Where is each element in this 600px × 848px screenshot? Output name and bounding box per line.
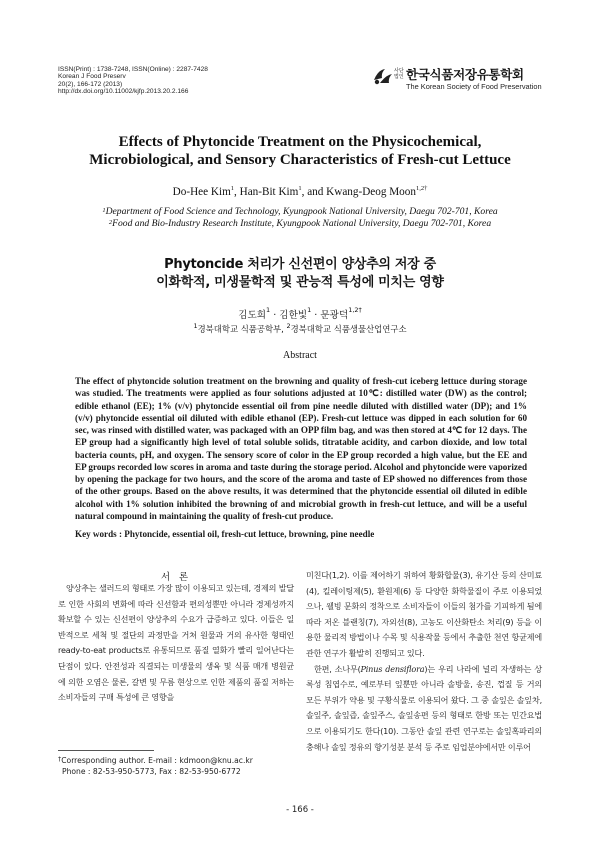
keywords	[75, 529, 527, 539]
corresponding-author-email: Corresponding author. E-mail : kdmoon@knu.ac.kr	[61, 756, 253, 765]
keywords-text: Phytoncide, essential oil, fresh-cut lettuce, browning, pine needle	[124, 529, 375, 539]
journal-abbrev: Korean J Food Preserv	[58, 73, 126, 81]
right-column-paragraph-1: 미친다(1,2). 이를 제어하기 위하여 황화합물(3), 유기산 등의 산미료(4), 킬레이팅제(5), 환원제(6) 등 다양한 화학물질이 주로 이용되었으나, 웰빙 문화의 정착으로 소비자들이 이들의 첨가를 기피하게 됨에 따라 저온 블랜칭(7), 자외선(8), 고농도 이산화탄소 처리(9) 등을 이용한 물리적 방법이나 수목 및 식용작물 등에서 추출한 천연 항균제에 관한 연구가 활발히 진행되고 있다.	[306, 570, 542, 658]
right-column	[306, 568, 542, 755]
doi-link[interactable]: http://dx.doi.org/10.11002/kjfp.2013.20.2.166	[58, 88, 189, 96]
society-english-name: The Korean Society of Food Preservation	[406, 82, 542, 91]
paper-title	[40, 133, 560, 169]
title-line-1: Effects of Phytoncide Treatment on the Physicochemical,	[118, 134, 482, 150]
affiliation-2: $^2$Food and Bio-Industry Research Institute, Kyungpook National University, Daegu 702-701, Korea	[108, 218, 492, 229]
author-1: Do-Hee Kim	[172, 186, 231, 198]
journal-metadata	[58, 66, 208, 96]
korean-title	[40, 256, 560, 292]
korean-title-line-2: 이화학적, 미생물학적 및 관능적 특성에 미치는 영향	[156, 275, 444, 290]
title-line-2: Microbiological, and Sensory Characteristics of Fresh-cut Lettuce	[89, 152, 511, 168]
left-column-text: 양상추는 샐러드의 형태로 가장 많이 이용되고 있는데, 경제의 발달로 인한 사회의 변화에 따라 신선함과 편의성뿐만 아니라 경제성까지 확보할 수 있는 신선편이 양상추의 수요가 급증하고 있다. 이들은 일반적으로 세척 및 절단의 과정만을 거쳐 원물과 거의 유사한 형태인 ready-to-eat products로 유통되므로 품질 열화가 빨리 일어난다는 단점이 있다. 안전성과 직결되는 미생물의 생육 및 식품 매개 병원균에 의한 오염은 물론, 갈변 및 무름 현상으로 인한 제품의 품질 저하는 소비자들의 구매 특성에 큰 영향을	[58, 583, 294, 703]
corresponding-author-phone: Phone : 82-53-950-5773, Fax : 82-53-950-6772	[62, 767, 241, 776]
society-type-label: 사단 법인	[394, 68, 404, 80]
author-list: Do-Hee Kim$^1$, Han-Bit Kim$^1$, and Kwang-Deog Moon$^{1,2\dagger}$	[172, 185, 428, 198]
korean-title-line-1: Phytoncide 처리가 신선편이 양상추의 저장 중	[164, 257, 436, 272]
abstract-body: The effect of phytoncide solution treatment on the browning and quality of fresh-cut iceberg lettuce during storage was studied. The treatments were applied as four solutions adjusted at 10℃: distilled water (DW) as the control; edible ethanol (EE); 1% (v/v) phytoncide essential oil from pine needle diluted with distilled water (DP); and 1% (v/v) phytoncide essential oil diluted with edible ethanol (EP). Fresh-cut lettuce was dipped in each solution for 60 sec, was rinsed with distilled water, was packaged with an OPP film bag, and was then stored at 4℃ for 12 days. The EP group had a significantly high level of total soluble solids, titratable acidity, and carbon dioxide, and low total bacteria counts, pH, and oxygen. The sensory score of color in the EP group recorded a high value, but the EE and EP groups recorded low scores in aroma and taste during the storage period. Alcohol and phytoncide were vaporized by opening the package for two hours, and the score of the aroma and taste of EP showed no differences from those of the other groups. Based on the above results, it was determined that the phytoncide essential oil diluted in edible alcohol with 1% solution inhibited the browning of and microbial growth in fresh-cut lettuce, and will be a useful natural compound in maintaining the quality of fresh-cut produce.	[75, 376, 527, 521]
society-emblem-icon	[372, 66, 394, 86]
author-3: Kwang-Deog Moon	[326, 186, 416, 198]
affiliation-1: $^1$Department of Food Science and Technology, Kyungpook National University, Daegu 702-701, Korea	[102, 206, 498, 217]
issn-line: ISSN(Print) : 1738-7248, ISSN(Online) : 2287-7428	[58, 66, 208, 73]
corresponding-author-footnote: †Corresponding author. E-mail : kdmoon@knu.ac.kr Phone : 82-53-950-5773, Fax : 82-53-950-6772	[58, 755, 253, 776]
author-2: Han-Bit Kim	[239, 186, 299, 198]
page-number: - 166 -	[286, 805, 314, 815]
abstract-heading: Abstract	[283, 350, 317, 361]
korean-affiliation: $^1$경북대학교 식품공학부, $^2$경북대학교 식품생물산업연구소	[193, 322, 407, 334]
korean-author-list: 김도희$^1$ · 김한빛$^1$ · 문광덕$^{1,2\dagger}$	[238, 306, 362, 321]
footnote-divider	[58, 750, 154, 751]
society-logo-block	[372, 62, 564, 94]
section-heading-introduction: 서 론	[160, 572, 192, 583]
right-column-paragraph-2: 한편, 소나무(Pinus densiflora)는 우리 나라에 널리 자생하는 상록성 침엽수로, 예로부터 잎뿐만 아니라 솔방울, 송진, 껍질 등 거의 모든 부위가 약용 및 구황식물로 이용되어 왔다. 그 중 솔잎은 솔잎차, 솔잎주, 솔잎즙, 솔잎주스, 솔잎송편 등의 형태로 한방 또는 민간요법으로 이용되기도 한다(10). 그동안 솔잎 관련 연구로는 솔잎혹파리의 충해나 솔잎 정유의 향기성분 분석 등 주로 임업분야에서만 이루어	[306, 663, 542, 752]
society-korean-name: 한국식품저장유통학회	[406, 67, 524, 82]
keywords-label: Key words :	[75, 529, 125, 539]
volume-pages: 20(2), 166-172 (2013)	[58, 80, 123, 88]
